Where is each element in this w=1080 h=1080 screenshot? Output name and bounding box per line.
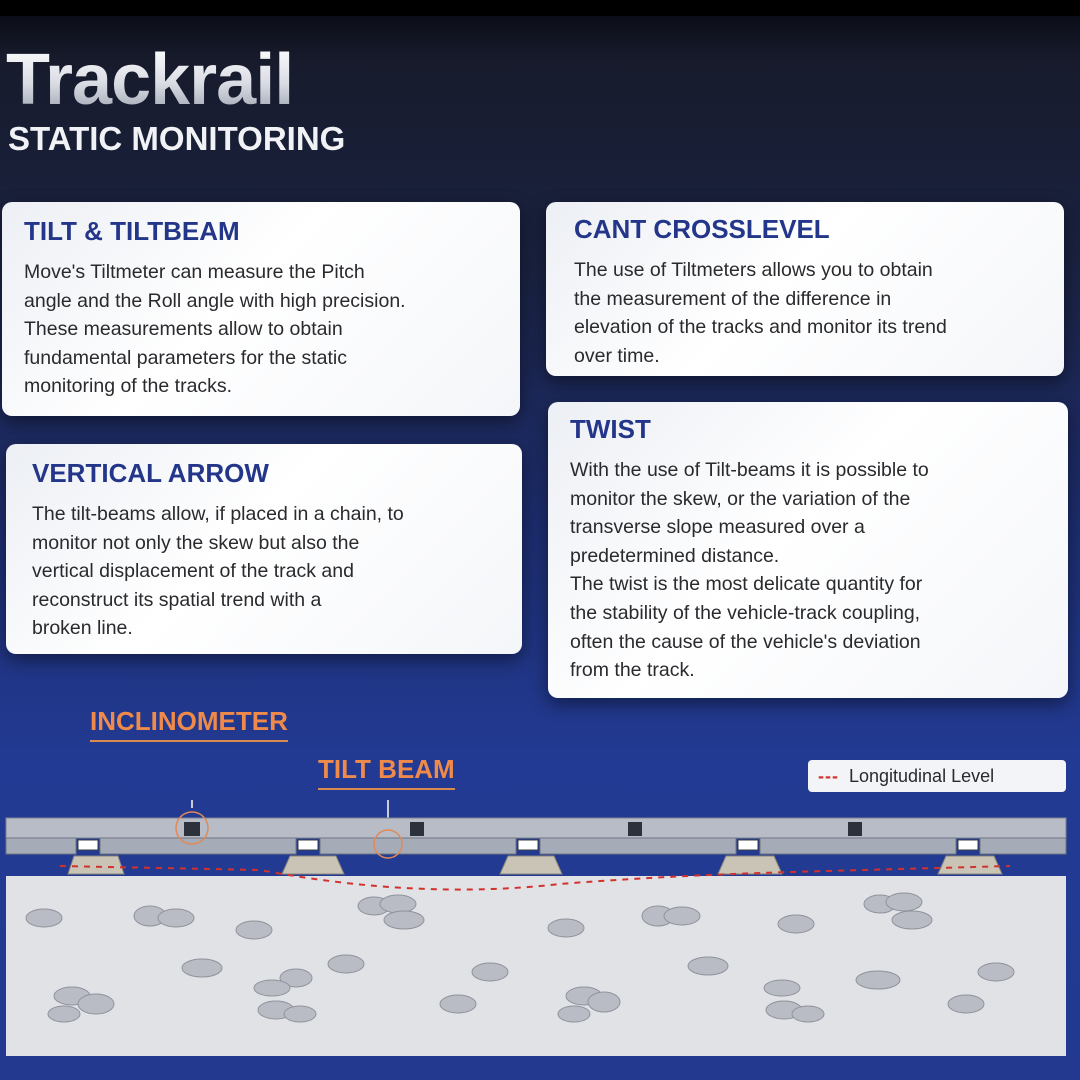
stone [548, 919, 584, 937]
stone [764, 980, 800, 996]
tilt-beam [760, 838, 956, 854]
card-title: TWIST [570, 414, 651, 444]
beam-joint [78, 840, 98, 850]
stone [778, 915, 814, 933]
tilt-beam [6, 838, 76, 854]
stone [558, 1006, 590, 1022]
stone [384, 911, 424, 929]
stone [48, 1006, 80, 1022]
stone [856, 971, 900, 989]
card-body: Move's Tiltmeter can measure the Pitch angle and the Roll angle with high precision. These measurements allow to obtain fundamental parameters for the static monitoring of the tracks. [24, 261, 406, 398]
card-vertical-arrow [6, 444, 522, 654]
card-title: TILT & TILTBEAM [24, 216, 240, 246]
sleeper [718, 856, 782, 874]
beam-joint [298, 840, 318, 850]
sleeper [500, 856, 562, 874]
tilt-beam [100, 838, 296, 854]
legend-label: Longitudinal Level [848, 765, 995, 786]
stone [26, 909, 62, 927]
sleeper [282, 856, 344, 874]
sleepers [68, 856, 1002, 874]
stone [792, 1006, 824, 1022]
sleeper [938, 856, 1002, 874]
rail-top [6, 818, 1066, 838]
inclinometer-label: INCLINOMETER [90, 708, 288, 742]
stone [664, 907, 700, 925]
card-cant-crosslevel [546, 202, 1064, 376]
card-twist [548, 402, 1068, 698]
longitudinal-level-swatch: --- [818, 765, 839, 786]
stone [182, 959, 222, 977]
beam-joint [958, 840, 978, 850]
stone [948, 995, 984, 1013]
tilt-beam-label: TILT BEAM [318, 756, 455, 790]
stone [886, 893, 922, 911]
stone [328, 955, 364, 973]
ground-base [6, 1056, 1066, 1080]
tilt-beam [540, 838, 736, 854]
stone [158, 909, 194, 927]
inclinometer-sensor [184, 822, 200, 836]
track-diagram [0, 800, 1080, 1080]
page-subtitle: STATIC MONITORING [8, 120, 346, 157]
beam-joint [518, 840, 538, 850]
stone [688, 957, 728, 975]
card-title: VERTICAL ARROW [32, 458, 269, 488]
stone [380, 895, 416, 913]
card-body: The use of Tiltmeters allows you to obtain the measurement of the difference in elevation of the tracks and monitor its trend over time. [574, 259, 947, 367]
legend [808, 760, 1066, 792]
card-title: CANT CROSSLEVEL [574, 214, 830, 244]
stone [588, 992, 620, 1012]
inclinometer-sensor [410, 822, 424, 836]
stone [236, 921, 272, 939]
top-bar [0, 0, 1080, 16]
tilt-beam [980, 838, 1066, 854]
stone [254, 980, 290, 996]
stone [284, 1006, 316, 1022]
card-tilt-tiltbeam [2, 202, 520, 416]
stone [440, 995, 476, 1013]
stone [892, 911, 932, 929]
sleeper [68, 856, 124, 874]
stone [978, 963, 1014, 981]
inclinometer-sensor [628, 822, 642, 836]
page-title: Trackrail [6, 40, 294, 120]
card-body: The tilt-beams allow, if placed in a chain, to monitor not only the skew but also the vertical displacement of the track and reconstruct its spatial trend with a broken line. [32, 503, 404, 640]
card-body: With the use of Tilt-beams it is possible to monitor the skew, or the variation of the transverse slope measured over a predetermined distance. The twist is the most delicate quantity for the stability of the vehicle-track coupling, often the cause of the vehicle's deviation from the track. [570, 459, 929, 682]
beam-joint [738, 840, 758, 850]
stone [78, 994, 114, 1014]
stone [472, 963, 508, 981]
inclinometer-sensor [848, 822, 862, 836]
tilt-beam [320, 838, 516, 854]
